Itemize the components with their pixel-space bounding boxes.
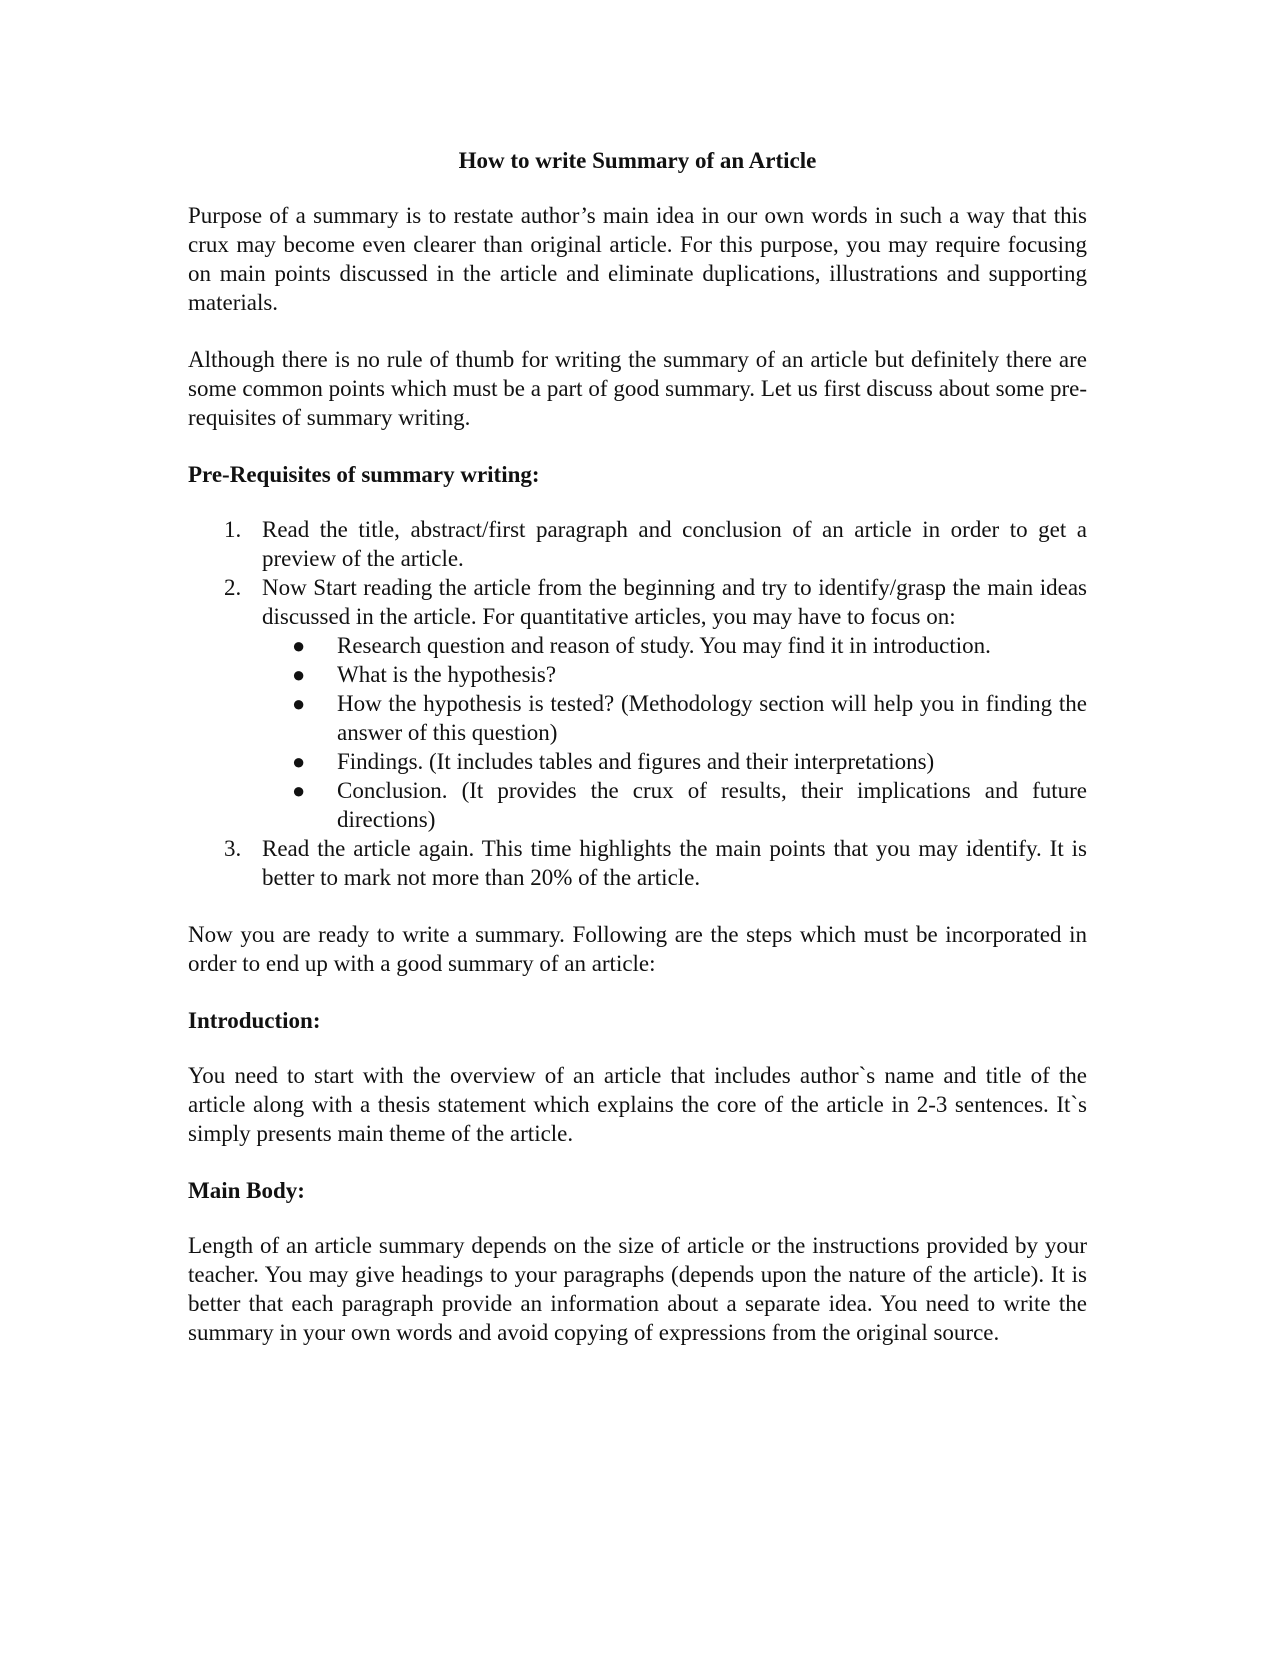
bullet-icon: ● [292, 691, 306, 716]
bullet-text: What is the hypothesis? [337, 662, 557, 687]
paragraph-ready: Now you are ready to write a summary. Following are the steps which must be incorporated in order to end up with a good summary of an article: [188, 922, 1087, 976]
step-text: Now Start reading the article from the beginning and try to identify/grasp the main ideas discussed in the article. For quantitative articles, you may have to focus on: [262, 575, 1087, 629]
bullet-list [262, 631, 1087, 834]
bullet-item [262, 631, 1087, 660]
bullet-icon: ● [292, 778, 306, 803]
bullet-text: Findings. (It includes tables and figures and their interpretations) [337, 749, 935, 774]
bullet-text: How the hypothesis is tested? (Methodology section will help you in finding the answer of this question) [337, 691, 1087, 745]
list-item [188, 834, 1087, 892]
steps-list [188, 515, 1087, 892]
paragraph-purpose: Purpose of a summary is to restate author’s main idea in our own words in such a way that this crux may become even clearer than original article. For this purpose, you may require focusing on main points discussed in the article and eliminate duplications, illustrations and supporting materials. [188, 203, 1087, 315]
bullet-item [262, 660, 1087, 689]
list-item [188, 573, 1087, 834]
bullet-item [262, 776, 1087, 834]
bullet-item [262, 747, 1087, 776]
document-title: How to write Summary of an Article [458, 148, 817, 173]
bullet-item [262, 689, 1087, 747]
bullet-icon: ● [292, 662, 306, 687]
bullet-icon: ● [292, 749, 306, 774]
step-number: 3. [224, 836, 242, 861]
step-text: Read the title, abstract/first paragraph and conclusion of an article in order to get a preview of the article. [262, 517, 1087, 571]
list-item [188, 515, 1087, 573]
step-text: Read the article again. This time highlights the main points that you may identify. It is better to mark not more than 20% of the article. [262, 836, 1087, 890]
bullet-text: Research question and reason of study. You may find it in introduction. [337, 633, 991, 658]
heading-introduction: Introduction: [188, 1008, 321, 1033]
heading-prerequisites: Pre-Requisites of summary writing: [188, 462, 540, 487]
paragraph-rule: Although there is no rule of thumb for writing the summary of an article but definitely there are some common points which must be a part of good summary. Let us first discuss about some pre-requisites of summary writing. [188, 347, 1087, 430]
heading-main-body: Main Body: [188, 1178, 305, 1203]
paragraph-main-body: Length of an article summary depends on the size of article or the instructions provided by your teacher. You may give headings to your paragraphs (depends upon the nature of the article). It is better that each paragraph provide an information about a separate idea. You need to write the summary in your own words and avoid copying of expressions from the original source. [188, 1233, 1087, 1345]
step-number: 1. [224, 517, 242, 542]
step-number: 2. [224, 575, 242, 600]
document-page [188, 146, 1087, 1375]
bullet-text: Conclusion. (It provides the crux of results, their implications and future directions) [337, 778, 1087, 832]
paragraph-introduction: You need to start with the overview of an article that includes author`s name and title of the article along with a thesis statement which explains the core of the article in 2-3 sentences. It`s simply presents main theme of the article. [188, 1063, 1087, 1146]
bullet-icon: ● [292, 633, 306, 658]
